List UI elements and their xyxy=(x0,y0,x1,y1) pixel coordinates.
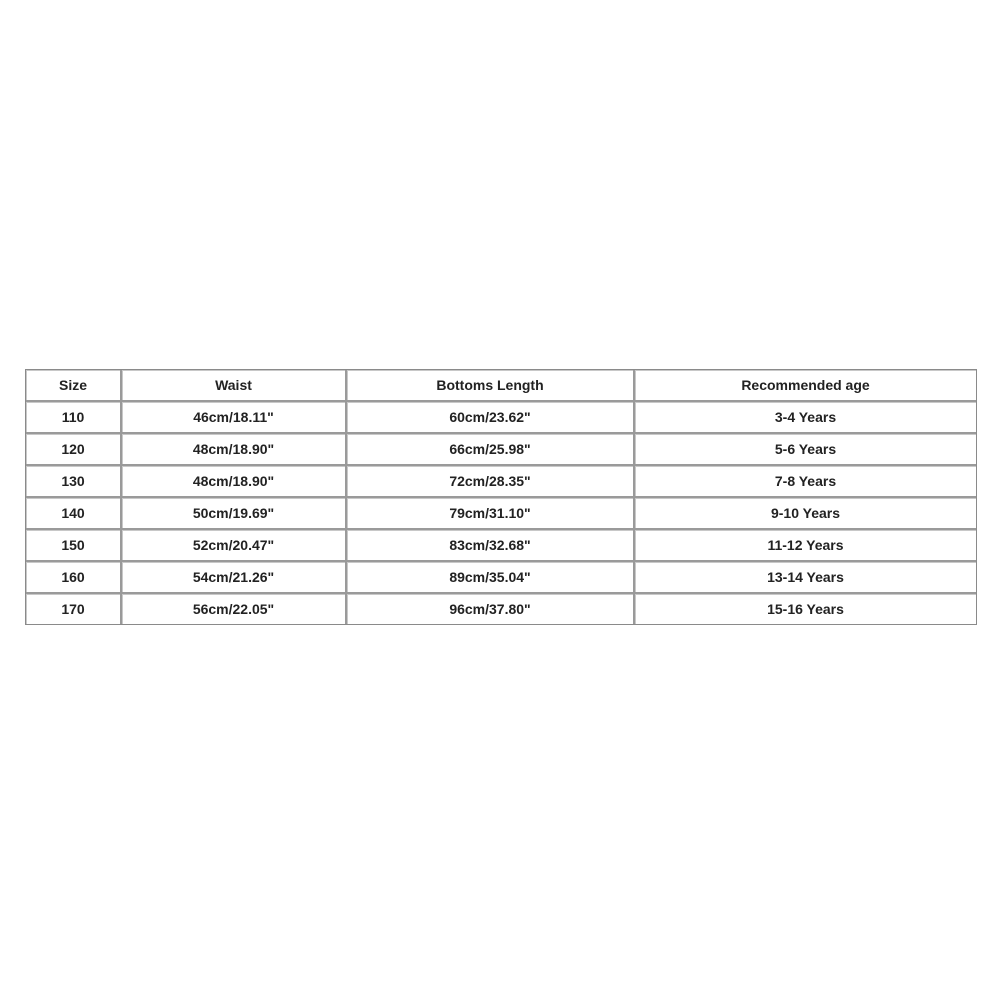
cell-waist: 50cm/19.69" xyxy=(122,498,347,530)
cell-recommended-age: 5-6 Years xyxy=(635,434,976,466)
cell-recommended-age: 3-4 Years xyxy=(635,402,976,434)
cell-size: 120 xyxy=(26,434,122,466)
cell-recommended-age: 13-14 Years xyxy=(635,562,976,594)
cell-bottoms-length: 66cm/25.98" xyxy=(347,434,635,466)
cell-recommended-age: 11-12 Years xyxy=(635,530,976,562)
table-row xyxy=(26,402,976,434)
header-bottoms-length: Bottoms Length xyxy=(347,370,635,402)
cell-size: 130 xyxy=(26,466,122,498)
table-row xyxy=(26,466,976,498)
table-row xyxy=(26,498,976,530)
header-waist: Waist xyxy=(122,370,347,402)
table-header-row xyxy=(26,370,976,402)
cell-waist: 52cm/20.47" xyxy=(122,530,347,562)
cell-bottoms-length: 72cm/28.35" xyxy=(347,466,635,498)
cell-recommended-age: 15-16 Years xyxy=(635,594,976,624)
cell-bottoms-length: 60cm/23.62" xyxy=(347,402,635,434)
header-recommended-age: Recommended age xyxy=(635,370,976,402)
table-row xyxy=(26,594,976,624)
cell-bottoms-length: 79cm/31.10" xyxy=(347,498,635,530)
header-size: Size xyxy=(26,370,122,402)
cell-waist: 48cm/18.90" xyxy=(122,466,347,498)
cell-bottoms-length: 96cm/37.80" xyxy=(347,594,635,624)
cell-size: 160 xyxy=(26,562,122,594)
cell-waist: 46cm/18.11" xyxy=(122,402,347,434)
cell-size: 150 xyxy=(26,530,122,562)
cell-bottoms-length: 83cm/32.68" xyxy=(347,530,635,562)
size-chart-table xyxy=(25,369,977,625)
table-row xyxy=(26,530,976,562)
cell-waist: 48cm/18.90" xyxy=(122,434,347,466)
cell-recommended-age: 9-10 Years xyxy=(635,498,976,530)
table-row xyxy=(26,562,976,594)
cell-size: 170 xyxy=(26,594,122,624)
table-row xyxy=(26,434,976,466)
cell-size: 110 xyxy=(26,402,122,434)
cell-bottoms-length: 89cm/35.04" xyxy=(347,562,635,594)
cell-recommended-age: 7-8 Years xyxy=(635,466,976,498)
cell-waist: 54cm/21.26" xyxy=(122,562,347,594)
cell-waist: 56cm/22.05" xyxy=(122,594,347,624)
cell-size: 140 xyxy=(26,498,122,530)
